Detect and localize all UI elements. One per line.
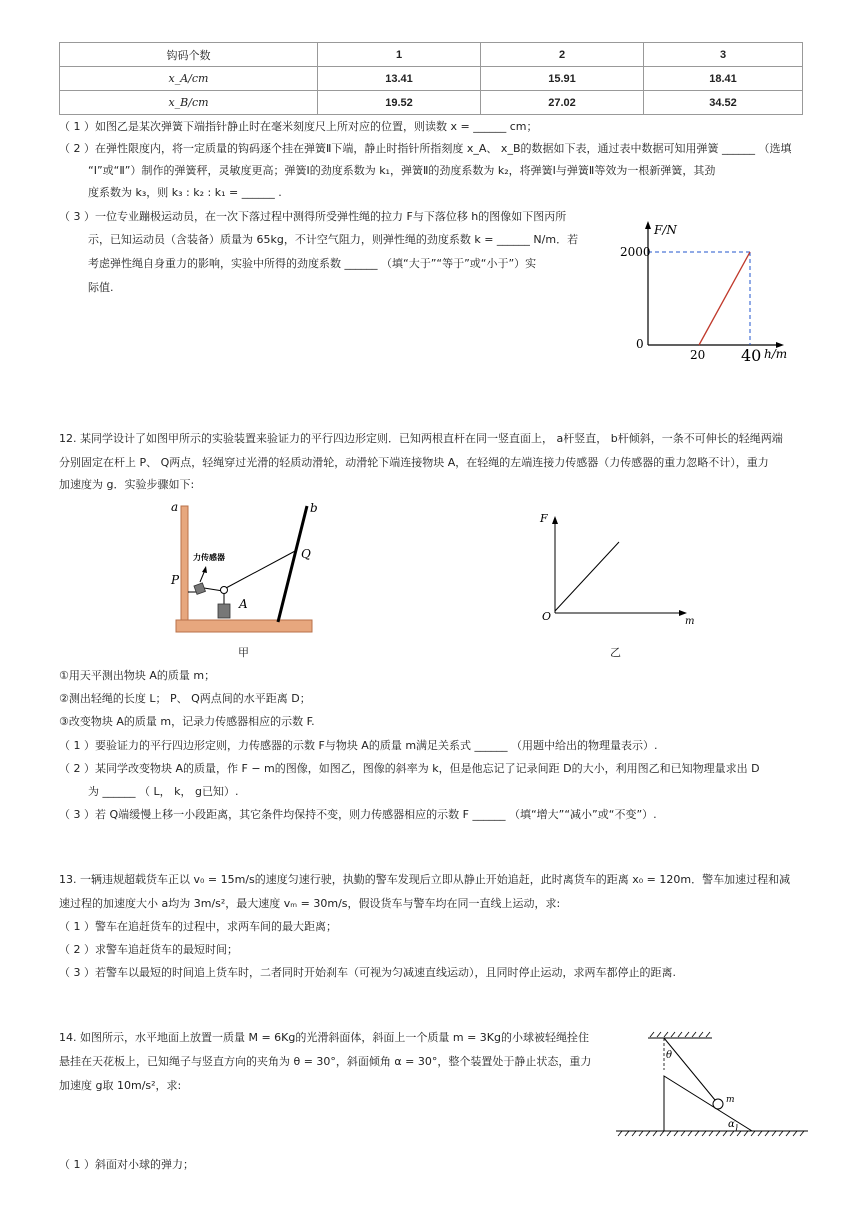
label-b: b bbox=[310, 501, 318, 515]
fig-jia-caption: 甲 bbox=[238, 646, 249, 659]
y-tick-label: 2000 bbox=[620, 245, 651, 259]
label-Q: Q bbox=[301, 547, 311, 561]
label-m: m bbox=[685, 616, 695, 627]
table-header-cell: 2 bbox=[481, 43, 644, 67]
tilted-rod-b bbox=[278, 506, 307, 622]
label-alpha: α bbox=[728, 1119, 735, 1130]
force-sensor bbox=[194, 583, 206, 595]
q12-part1: （ 1 ）要验证力的平行四边形定则，力传感器的示数 F与物块 A的质量 m满足关系式 ______ （用题中给出的物理量表示）. bbox=[59, 739, 658, 752]
q11-part1: （ 1 ）如图乙是某次弹簧下端指针静止时在毫米刻度尺上所对应的位置，则读数 x = ______ cm； bbox=[59, 120, 538, 133]
table-cell: x_B/cm bbox=[60, 91, 318, 115]
alpha-arc bbox=[736, 1124, 737, 1131]
vertical-rod-a bbox=[181, 506, 188, 624]
q13-stem-line2: 速过程的加速度大小 a均为 3m/s²，最大速度 vₘ = 30m/s，假设货车与警车均在同一直线上运动，求: bbox=[59, 897, 561, 910]
force-line bbox=[699, 252, 750, 345]
q11-part3-line4: 际值. bbox=[88, 281, 114, 294]
q13-part1: （ 1 ）警车在追赶货车的过程中，求两车间的最大距离； bbox=[59, 920, 337, 933]
table-header-row bbox=[60, 43, 803, 67]
q13-stem-line1: 13. 一辆违规超载货车正以 v₀ = 15m/s的速度匀速行驶，执勤的警车发现后立即从静止开始追赶，此时离货车的距离 x₀ = 120m．警车加速过程和减 bbox=[59, 873, 791, 886]
table-header-cell: 1 bbox=[318, 43, 481, 67]
F-m-line bbox=[555, 542, 619, 611]
table-cell: 19.52 bbox=[318, 91, 481, 115]
x-tick-label: 40 bbox=[741, 346, 762, 365]
rope-right bbox=[226, 550, 297, 588]
q11-part2-line2: “Ⅰ”或“Ⅱ”）制作的弹簧秤，灵敏度更高；弹簧Ⅰ的劲度系数为 k₁，弹簧Ⅱ的劲度系数为 k₂，将弹簧Ⅰ与弹簧Ⅱ等效为一根新弹簧，其劲 bbox=[88, 164, 716, 177]
table-cell: 27.02 bbox=[481, 91, 644, 115]
rope bbox=[664, 1038, 715, 1100]
q12-step2: ②测出轻绳的长度 L； P、 Q两点间的水平距离 D； bbox=[59, 692, 311, 705]
q14-stem-line2: 悬挂在天花板上，已知绳子与竖直方向的夹角为 θ = 30°，斜面倾角 α = 30°，整个装置处于静止状态，重力 bbox=[59, 1055, 592, 1068]
q11-part3-line3: 考虑弹性绳自身重力的影响，实验中所得的劲度系数 ______ （填“大于”“等于”或“小于”）实 bbox=[88, 257, 537, 270]
ceiling-hatch bbox=[650, 1032, 710, 1037]
x-tick-label: 20 bbox=[690, 348, 706, 362]
pulley bbox=[221, 587, 228, 594]
fig-yi-caption: 乙 bbox=[610, 646, 621, 659]
table-cell: 18.41 bbox=[644, 67, 803, 91]
q11-part3-line2: 示，已知运动员（含装备）质量为 65kg，不计空气阻力，则弹性绳的劲度系数 k = ______ N/m．若 bbox=[88, 233, 579, 246]
q13-part3: （ 3 ）若警车以最短的时间追上货车时，二者同时开始刹车（可视为匀减速直线运动），且同时停止运动，求两车都停止的距离. bbox=[59, 966, 676, 979]
q12-part2-line2: 为 ______ （ L， k， g已知）. bbox=[88, 785, 239, 798]
q14-part1: （ 1 ）斜面对小球的弹力； bbox=[59, 1158, 194, 1171]
y-axis-arrow bbox=[552, 516, 558, 524]
table-header-cell: 钩码个数 bbox=[60, 43, 318, 67]
table-cell: 13.41 bbox=[318, 67, 481, 91]
table-cell: 34.52 bbox=[644, 91, 803, 115]
F-m-graph bbox=[535, 508, 705, 628]
origin-label: 0 bbox=[636, 337, 644, 351]
q14-stem-line1: 14. 如图所示，水平地面上放置一质量 M = 6Kg的光滑斜面体，斜面上一个质量 m = 3Kg的小球被轻绳拴住 bbox=[59, 1031, 589, 1044]
apparatus-figure bbox=[160, 498, 330, 668]
y-axis-arrow bbox=[645, 221, 651, 229]
base-plate bbox=[176, 620, 312, 632]
q11-part2-line1: （ 2 ）在弹性限度内，将一定质量的钩码逐个挂在弹簧Ⅱ下端，静止时指针所指刻度 x_A、 x_B的数据如下表，通过表中数据可知用弹簧 ______ （选填 bbox=[59, 142, 792, 155]
table-row bbox=[60, 67, 803, 91]
force-displacement-graph bbox=[620, 215, 810, 365]
q12-stem-line1: 12. 某同学设计了如图甲所示的实验装置来验证力的平行四边形定则．已知两根直杆在同一竖直面上， a杆竖直， b杆倾斜，一条不可伸长的轻绳两端 bbox=[59, 432, 783, 445]
table-row bbox=[60, 91, 803, 115]
label-P: P bbox=[171, 573, 180, 587]
label-m: m bbox=[726, 1095, 735, 1105]
label-a: a bbox=[171, 500, 179, 514]
q12-part2-line1: （ 2 ）某同学改变物块 A的质量，作 F − m的图像，如图乙，图像的斜率为 k，但是他忘记了记录间距 D的大小，利用图乙和已知物理量求出 D bbox=[59, 762, 760, 775]
x-axis-label: h/m bbox=[764, 347, 788, 361]
q11-part3-line1: （ 3 ）一位专业蹦极运动员，在一次下落过程中测得所受弹性绳的拉力 F与下落位移 h的图像如下图丙所 bbox=[59, 210, 567, 223]
label-O: O bbox=[542, 610, 552, 623]
y-axis-label: F/N bbox=[654, 223, 677, 237]
ground-hatch bbox=[618, 1131, 804, 1136]
q12-part3: （ 3 ）若 Q端缓慢上移一小段距离，其它条件均保持不变，则力传感器相应的示数 F ______ （填“增大”“减小”或“不变”）. bbox=[59, 808, 657, 821]
incline-block bbox=[664, 1076, 752, 1131]
sensor-arrowhead bbox=[202, 566, 207, 573]
q12-step1: ①用天平测出物块 A的质量 m； bbox=[59, 669, 216, 682]
table-header-cell: 3 bbox=[644, 43, 803, 67]
ball bbox=[713, 1099, 723, 1109]
q12-step3: ③改变物块 A的质量 m，记录力传感器相应的示数 F. bbox=[59, 715, 315, 728]
spring-data-table bbox=[59, 42, 803, 115]
q11-part2-line3: 度系数为 k₃，则 k₃ : k₂ : k₁ = ______ . bbox=[88, 186, 282, 199]
block-A bbox=[218, 604, 230, 618]
label-A: A bbox=[239, 597, 248, 611]
q13-part2: （ 2 ）求警车追赶货车的最短时间； bbox=[59, 943, 238, 956]
incline-figure bbox=[612, 1030, 812, 1140]
table-cell: 15.91 bbox=[481, 67, 644, 91]
q12-stem-line3: 加速度为 g．实验步骤如下: bbox=[59, 478, 195, 491]
q12-stem-line2: 分别固定在杆上 P、 Q两点，轻绳穿过光滑的轻质动滑轮，动滑轮下端连接物块 A，在轻绳的左端连接力传感器（力传感器的重力忽略不计），重力 bbox=[59, 456, 769, 469]
sensor-label: 力传感器 bbox=[193, 553, 225, 562]
table-cell: x_A/cm bbox=[60, 67, 318, 91]
q14-stem-line3: 加速度 g取 10m/s²，求: bbox=[59, 1079, 182, 1092]
label-theta: θ bbox=[666, 1050, 673, 1061]
label-F: F bbox=[540, 512, 548, 525]
